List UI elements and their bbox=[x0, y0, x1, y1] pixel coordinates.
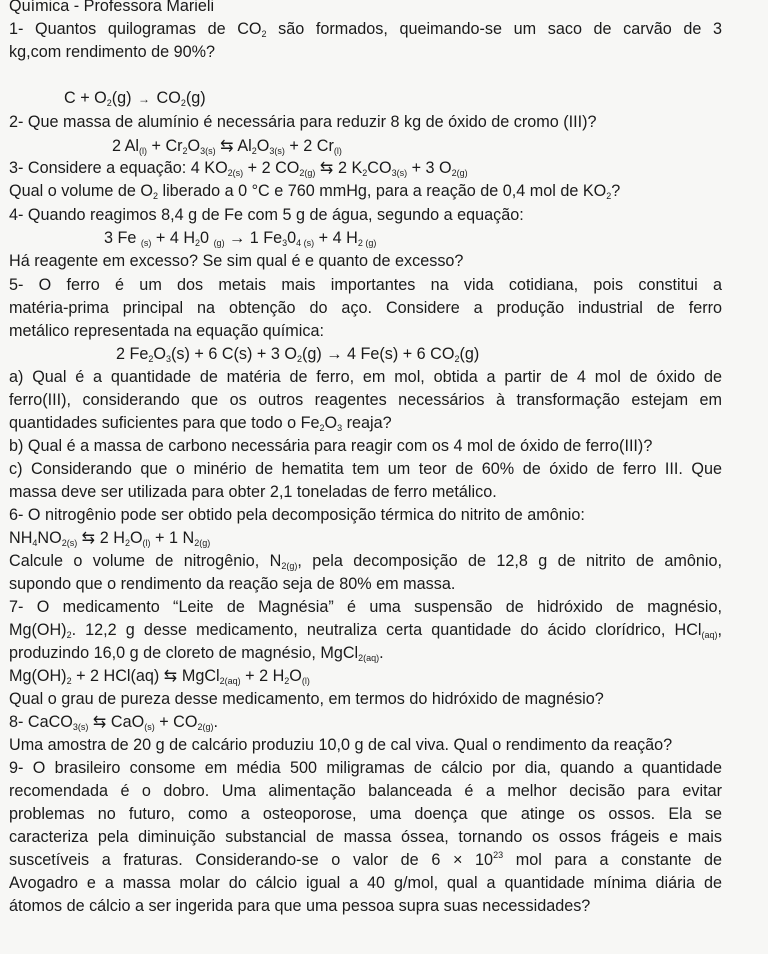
q8-equation: 8- CaCO$_{3(s)}$ ⇆ $CaO_{(s)} + CO_{2(g)}$. bbox=[9, 713, 218, 732]
q2-equation: 2 $Al_{(l)} + Cr_2O_{3(s)}$ ⇆ $Al_2O_{3(s)} + 2$ $Cr_{(l)}$ bbox=[112, 137, 342, 156]
q3-line-2: Qual o volume de $O_2$ liberado a 0 °C e 760 mmHg, para a reação de 0,4 mol de $KO_2$? bbox=[9, 182, 621, 201]
q5-line-2: matéria-prima principal na obtenção do aço. Considere a produção industrial de ferro bbox=[9, 299, 722, 317]
q5-line-3: metálico representada na equação química: bbox=[9, 322, 324, 340]
q9-line-7: átomos de cálcio a ser ingerida para que uma pessoa supra suas necessidades? bbox=[9, 897, 591, 915]
q9-line-4: caracteriza pela diminuição substancial de massa óssea, tornando os ossos frágeis e mais bbox=[9, 828, 722, 846]
q4-equation: 3 Fe $_{(s)}$ + 4 $H_20$ $_{(g)}$ → 1 $Fe_30_{4 (s)} + 4$ $H_{2 (g)}$ bbox=[104, 229, 377, 248]
worksheet-header: Química - Professora Marieli bbox=[9, 0, 215, 15]
q9-line-1: 9- O brasileiro consome em média 500 miligramas de cálcio por dia, quando a quantidade bbox=[9, 759, 722, 777]
q5a-line-1: a) Qual é a quantidade de matéria de ferro, em mol, obtida a partir de 4 mol de óxido de bbox=[9, 368, 722, 386]
q9-line-5: suscetíveis a fraturas. Considerando-se o valor de $6 \times 10^{23}$ mol para a constante de bbox=[9, 850, 722, 869]
q5c-line-2: massa deve ser utilizada para obter 2,1 toneladas de ferro metálico. bbox=[9, 483, 497, 501]
q9-line-2: recomendada é o dobro. Uma alimentação balanceada é a melhor decisão para evitar bbox=[9, 782, 722, 800]
q7-line-2: $Mg(OH)_2$. 12,2 g desse medicamento, neutraliza certa quantidade do ácido clorídrico, HCl$_{(aq)}$, bbox=[9, 621, 722, 640]
q6-equation: $NH_4NO_{2(s)}$ ⇆ 2 $H_2O_{(l)} + 1$ $N_{2(g)}$ bbox=[9, 529, 211, 548]
q9-line-6: Avogadro e a massa molar do cálcio igual a 40 g/mol, qual a quantidade mínima diária de bbox=[9, 874, 722, 892]
q5a-line-2: ferro(III), considerando que os outros reagentes necessários à transformação estejam em bbox=[9, 391, 722, 409]
q5b-line: b) Qual é a massa de carbono necessária para reagir com os 4 mol de óxido de ferro(III)? bbox=[9, 437, 653, 455]
q1-line-1: 1- Quantos quilogramas de $CO_2$ são formados, queimando-se um saco de carvão de 3 bbox=[9, 20, 722, 39]
q7-line-1: 7- O medicamento “Leite de Magnésia” é uma suspensão de hidróxido de magnésio, bbox=[9, 598, 722, 616]
q5c-line-1: c) Considerando que o minério de hematita tem um teor de 60% de óxido de ferro III. Que bbox=[9, 460, 722, 478]
q9-line-3: problemas no futuro, como a osteoporose, uma doença que atinge os ossos. Ela se bbox=[9, 805, 722, 823]
q4-line-2: Há reagente em excesso? Se sim qual é e quanto de excesso? bbox=[9, 252, 464, 270]
q2-line-1: 2- Que massa de alumínio é necessária para reduzir 8 kg de óxido de cromo (III)? bbox=[9, 113, 597, 131]
q5-equation: 2 $Fe_2O_3(s) + 6$ C(s) + 3 $O_2(g) \to 4$ Fe(s) + 6 $CO_2(g)$ bbox=[116, 345, 480, 364]
q7-line-3: produzindo 16,0 g de cloreto de magnésio, MgCl$_{2(aq)}$. bbox=[9, 644, 384, 663]
q6-line-2: Calcule o volume de nitrogênio, $N_{2(g)}$, pela decomposição de 12,8 g de nitrito de amônio, bbox=[9, 552, 722, 571]
q7-equation: $Mg(OH)_2 + 2$ HCl(aq) ⇆ MgCl$_{2(aq)}$ + 2 $H_2O_{(l)}$ bbox=[9, 667, 310, 686]
q1-line-2: kg,com rendimento de 90%? bbox=[9, 43, 216, 61]
q7-line-4: Qual o grau de pureza desse medicamento, em termos do hidróxido de magnésio? bbox=[9, 690, 604, 708]
q5-line-1: 5- O ferro é um dos metais mais importantes na vida cotidiana, pois constitui a bbox=[9, 276, 722, 294]
q6-line-3: supondo que o rendimento da reação seja de 80% em massa. bbox=[9, 575, 456, 593]
q3-line-1: 3- Considere a equação: 4 $KO_{2(s)} + 2$ $CO_{2(g)}$ ⇆ 2 $K_2CO_{3(s)} + 3$ $O_{2(g)}$ bbox=[9, 159, 468, 178]
q6-line-1: 6- O nitrogênio pode ser obtido pela decomposição térmica do nitrito de amônio: bbox=[9, 506, 585, 524]
q8-line-1: Uma amostra de 20 g de calcário produziu 10,0 g de cal viva. Qual o rendimento da reação? bbox=[9, 736, 673, 754]
q4-line-1: 4- Quando reagimos 8,4 g de Fe com 5 g de água, segundo a equação: bbox=[9, 206, 524, 224]
q1-equation: $C + O_2(g) \to CO_2(g)$ bbox=[64, 89, 206, 108]
q5a-line-3: quantidades suficientes para que todo o $Fe_2O_3$ reaja? bbox=[9, 414, 392, 433]
